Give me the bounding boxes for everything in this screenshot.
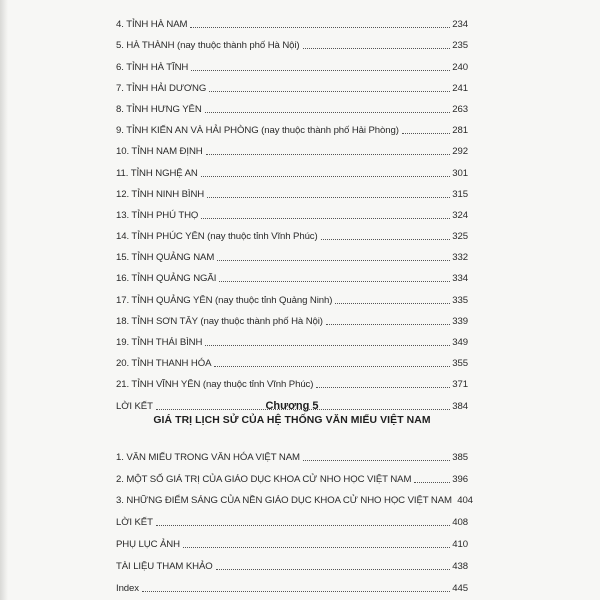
- toc-row: [116, 94, 468, 115]
- toc-leader-dots: [205, 111, 450, 113]
- toc-leader-dots: [326, 323, 450, 325]
- toc-page-number: 281: [452, 125, 468, 137]
- toc-row: [116, 242, 468, 263]
- toc-entry-label: 11. TỈNH NGHỆ AN: [116, 167, 198, 179]
- toc-entry-label: 17. TỈNH QUẢNG YÊN (nay thuộc tỉnh Quảng Ninh): [116, 294, 333, 306]
- toc-entry-label: 6. TỈNH HÀ TĨNH: [116, 61, 189, 73]
- toc-leader-dots: [216, 568, 450, 570]
- toc-leader-dots: [414, 481, 450, 483]
- toc-page-number: 396: [452, 473, 468, 485]
- toc-row: [116, 441, 468, 463]
- page-spine-shadow: [0, 0, 8, 600]
- toc-page-number: 325: [452, 231, 468, 243]
- toc-row: [116, 115, 468, 136]
- toc-page-number: 385: [452, 451, 468, 463]
- toc-row: [116, 306, 468, 327]
- toc-leader-dots: [335, 302, 450, 304]
- toc-row: [116, 369, 468, 390]
- toc-leader-dots: [321, 238, 450, 240]
- toc-entry-label: 8. TỈNH HƯNG YÊN: [116, 103, 202, 115]
- toc-row: [116, 284, 468, 305]
- toc-entry-label: Index: [116, 582, 139, 594]
- toc-leader-dots: [303, 459, 450, 461]
- toc-leader-dots: [201, 217, 450, 219]
- toc-page-number: 240: [452, 61, 468, 73]
- toc-entry-label: 3. NHỮNG ĐIỂM SÁNG CỦA NỀN GIÁO DỤC KHOA CỬ NHO HỌC VIỆT NAM: [116, 495, 452, 507]
- toc-page-number: 292: [452, 146, 468, 158]
- toc-entry-label: 14. TỈNH PHÚC YÊN (nay thuộc tỉnh Vĩnh Phúc): [116, 231, 318, 243]
- toc-entry-label: 4. TỈNH HÀ NAM: [116, 19, 188, 31]
- toc-page-number: 404: [457, 495, 473, 507]
- toc-row: [116, 572, 468, 594]
- toc-page-number: 438: [452, 560, 468, 572]
- toc-page-number: 241: [452, 82, 468, 94]
- toc-entry-label: TÀI LIỆU THAM KHẢO: [116, 560, 213, 572]
- toc-row: [116, 136, 468, 157]
- toc-leader-dots: [217, 259, 450, 261]
- toc-row: [116, 73, 468, 94]
- toc-row: [116, 9, 468, 30]
- toc-entry-label: 1. VĂN MIẾU TRONG VĂN HÓA VIỆT NAM: [116, 451, 300, 463]
- toc-leader-dots: [191, 69, 450, 71]
- toc-row: [116, 550, 468, 572]
- toc-page-number: 332: [452, 252, 468, 264]
- toc-leader-dots: [214, 365, 450, 367]
- toc-row: [116, 157, 468, 178]
- toc-page-number: 445: [452, 582, 468, 594]
- toc-row: [116, 463, 468, 485]
- toc-leader-dots: [156, 524, 450, 526]
- toc-leader-dots: [402, 132, 450, 134]
- toc-entry-label: 15. TỈNH QUẢNG NAM: [116, 252, 215, 264]
- toc-page-number: 334: [452, 273, 468, 285]
- toc-leader-dots: [205, 344, 450, 346]
- toc-entry-label: 7. TỈNH HẢI DƯƠNG: [116, 82, 207, 94]
- toc-leader-dots: [142, 590, 450, 592]
- toc-entry-label: 21. TỈNH VĨNH YÊN (nay thuộc tỉnh Vĩnh Phúc): [116, 379, 314, 391]
- toc-row: [116, 30, 468, 51]
- toc-row: [116, 506, 468, 528]
- toc-leader-dots: [201, 175, 450, 177]
- toc-page-number: 335: [452, 294, 468, 306]
- toc-leader-dots: [219, 280, 450, 282]
- toc-leader-dots: [209, 90, 450, 92]
- toc-list-chapter-4: [116, 9, 468, 412]
- toc-leader-dots: [316, 386, 450, 388]
- toc-leader-dots: [190, 26, 450, 28]
- toc-row: [116, 51, 468, 72]
- toc-page-number: 384: [452, 400, 468, 412]
- toc-entry-label: 5. HÀ THÀNH (nay thuộc thành phố Hà Nội): [116, 40, 300, 52]
- chapter-number: Chương 5: [265, 400, 319, 412]
- toc-entry-label: 12. TỈNH NINH BÌNH: [116, 188, 205, 200]
- toc-entry-label: LỜI KẾT: [116, 517, 153, 529]
- toc-page-number: 410: [452, 538, 468, 550]
- toc-row: [116, 179, 468, 200]
- toc-row: [116, 263, 468, 284]
- toc-page-number: 263: [452, 103, 468, 115]
- toc-entry-label: PHỤ LỤC ẢNH: [116, 538, 180, 550]
- toc-page-number: 408: [452, 517, 468, 529]
- toc-page-number: 324: [452, 209, 468, 221]
- toc-row: [116, 200, 468, 221]
- toc-page-number: 301: [452, 167, 468, 179]
- toc-row: [116, 528, 468, 550]
- toc-entry-label: 9. TỈNH KIẾN AN VÀ HẢI PHÒNG (nay thuộc thành phố Hải Phòng): [116, 125, 399, 137]
- toc-page-number: 339: [452, 315, 468, 327]
- toc-entry-label: 18. TỈNH SƠN TÂY (nay thuộc thành phố Hà Nội): [116, 315, 323, 327]
- toc-entry-label: 13. TỈNH PHÚ THỌ: [116, 209, 199, 221]
- toc-page-number: 355: [452, 358, 468, 370]
- toc-row: [116, 221, 468, 242]
- toc-page-number: 234: [452, 19, 468, 31]
- toc-leader-dots: [183, 546, 450, 548]
- toc-row: [116, 348, 468, 369]
- chapter-heading: [116, 400, 468, 427]
- toc-page-number: 315: [452, 188, 468, 200]
- toc-leader-dots: [303, 47, 450, 49]
- toc-row: [116, 327, 468, 348]
- chapter-title: GIÁ TRỊ LỊCH SỬ CỦA HỆ THỐNG VĂN MIẾU VIỆT NAM: [153, 415, 431, 426]
- toc-leader-dots: [207, 196, 450, 198]
- toc-list-chapter-5: [116, 441, 473, 594]
- toc-page-number: 235: [452, 40, 468, 52]
- toc-entry-label: 20. TỈNH THANH HÓA: [116, 358, 212, 370]
- toc-entry-label: 16. TỈNH QUẢNG NGÃI: [116, 273, 217, 285]
- toc-entry-label: 19. TỈNH THÁI BÌNH: [116, 337, 203, 348]
- toc-page-number: 349: [452, 337, 468, 348]
- toc-row: [116, 485, 473, 507]
- toc-entry-label: LỜI KẾT: [116, 400, 153, 412]
- toc-entry-label: 10. TỈNH NAM ĐỊNH: [116, 146, 203, 158]
- toc-page-number: 371: [452, 379, 468, 391]
- toc-leader-dots: [206, 153, 450, 155]
- toc-entry-label: 2. MỘT SỐ GIÁ TRỊ CỦA GIÁO DỤC KHOA CỬ NHO HỌC VIỆT NAM: [116, 473, 412, 485]
